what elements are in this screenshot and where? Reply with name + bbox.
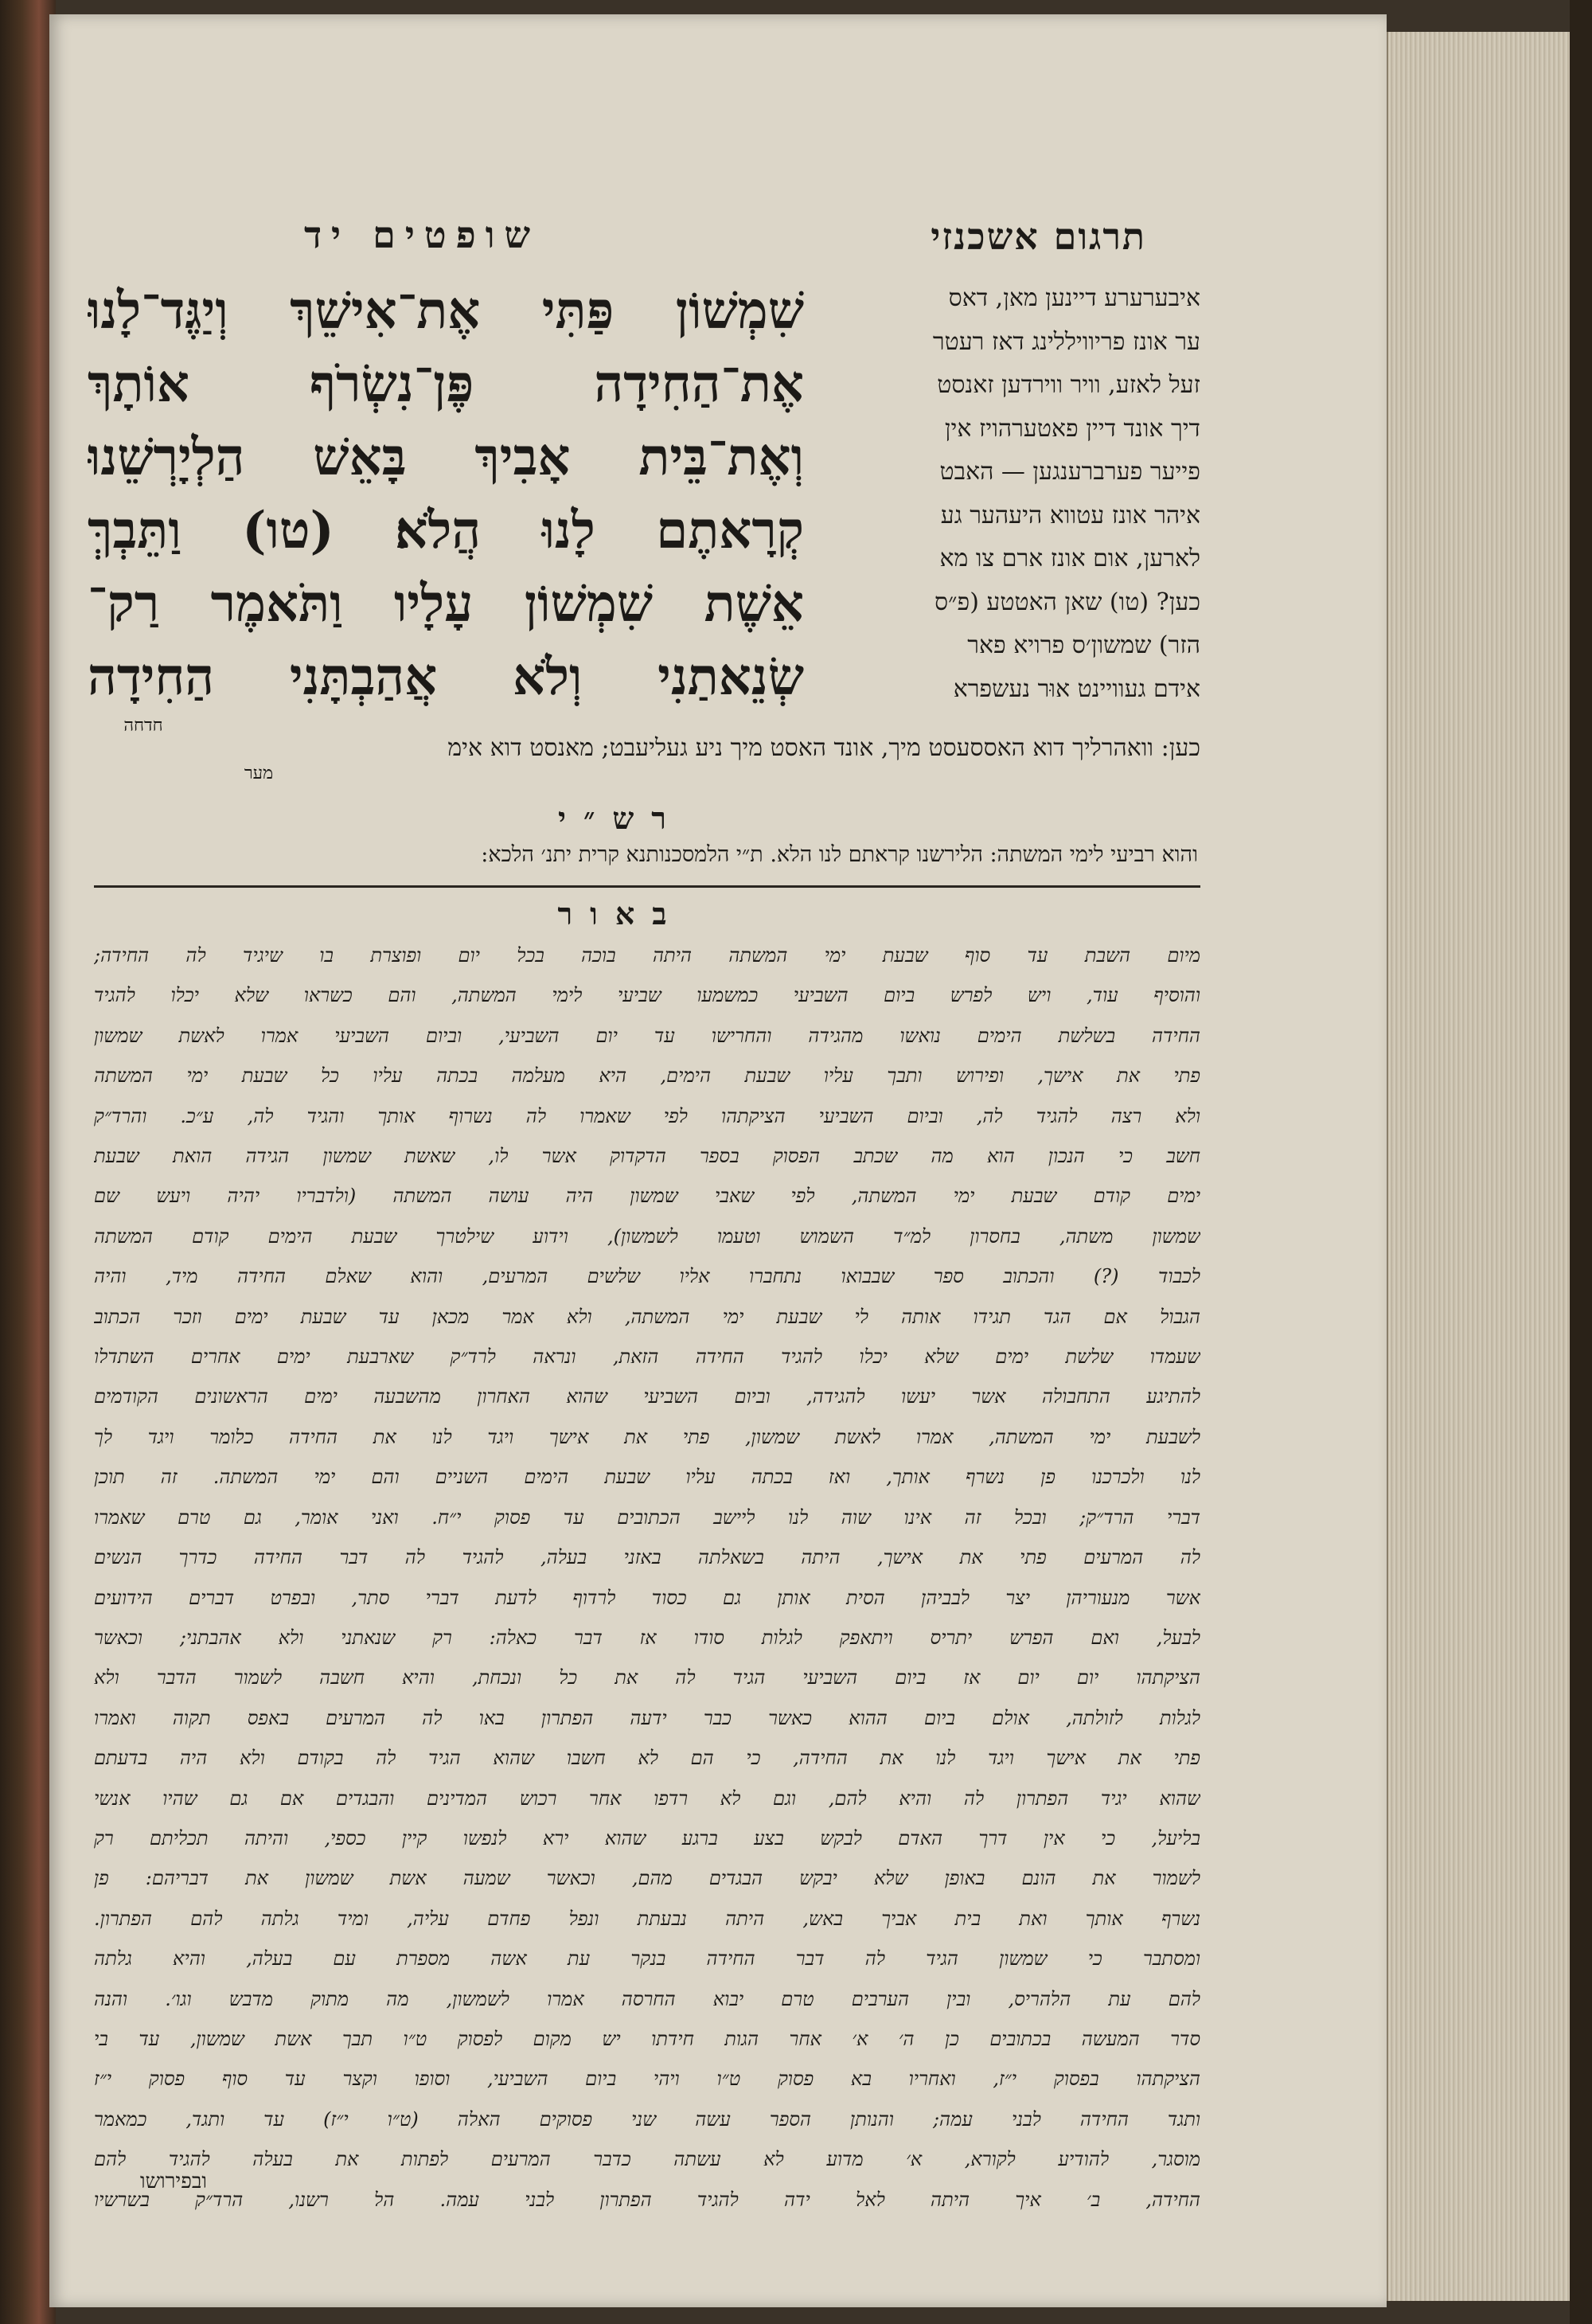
targum-line: זעל לאזע, וויר ווירדען זאנסט	[937, 371, 1200, 399]
targum-line: אידם געוויינט אוּר נעשפרא	[953, 674, 1200, 703]
biur-line: החידה, ב׳ איך היתה לאל ידה להגיד הפתרון לבני עמה. הל רשנו, הרד״ק בשרשיו	[94, 2188, 1200, 2211]
biur-heading: באור	[557, 896, 685, 932]
biur-line: מיום השבת עד סוף שבעת ימי המשתה היתה בוכה בכל יום ופוצרת בו שיגיד לה החידה;	[94, 944, 1200, 967]
biur-line: בליעל, כי אין דרך האדם לבקש בצע ברגע שהוא ירא לנפשו קיין כספי, והיתה תכליתם רק	[94, 1826, 1200, 1849]
header-targum-label: תרגום אשכנזי	[931, 215, 1146, 258]
targum-column	[802, 277, 1200, 711]
targum-continuation-line: כען: וואהרליך דוא האססעסט מיך, אונד האסט מיך ניע געליעבט; מאנסט דוא אימ	[447, 734, 1200, 762]
biur-line: ולא רצה להגיד לה, וביום השביעי הציקתהו לפי שאמרו לה נשרוף אותך והגיד לה, ע״כ. והרד״ק	[94, 1104, 1200, 1127]
catchword: מער	[244, 764, 274, 783]
biur-line: מוסגר, להודיע לקורא, א׳ מדוע לא עשתה כדבר המרעים לפתות את בעלה להגיד להם	[94, 2148, 1200, 2171]
biur-line: להתיגע התחבולה אשר יעשו להגידה, וביום השביעי שהוא האחרון מהשבעה ימים הראשונים הקודמים	[94, 1385, 1200, 1408]
book-spine-right	[1570, 0, 1592, 2324]
biur-line: פתי את אישך ויגד לנו את החידה, כי הם לא חשבו שהוא הגיד לה בקודם ולא היה בדעתם	[94, 1747, 1200, 1770]
scripture-line: שְׂנֵאתַנִי וְלֹא אֲהַבְתָּנִי הַחִידָה	[88, 647, 804, 707]
targum-line: פייער פערברענגען — האבט	[939, 458, 1200, 486]
section-divider	[94, 885, 1200, 888]
biur-line: לה המרעים פתי את אישך, היתה בשאלתה באזני בעלה, להגיד לה דבר החידה כדרך הנשים	[94, 1546, 1200, 1569]
scripture-line: אֶת־הַחִידָה פֶּן־נִשְׂרֹף אוֹתָךְ	[88, 354, 804, 414]
rashi-commentary: והוא רביעי לימי המשתה: הלירשנו קראתם לנו הלא. ת״י הלמסכנותנא קרית יתנ׳ הלכא:	[481, 842, 1198, 867]
biur-line: חשב כי הנכון הוא מה שכתב הפסוק בספר הדקדוק אשר לו, שאשת שמשון הגידה הואת שבעת	[94, 1145, 1200, 1168]
biur-line: לשבעת ימי המשתה, אמרו לאשת שמשון, פתי את אישך ויגד לנו את החידה כלומר ויגד לך	[94, 1425, 1200, 1448]
biur-line: ימים קודם שבעת ימי המשתה, לפי שאבי שמשון היה עושה המשתה (ולדבריו יהיה ויעש שם	[94, 1185, 1200, 1208]
biur-line: סדר המעשה בכתובים כן ה׳ א׳ אחר הגות חידתו יש מקום לפסוק ט״ו תבך אשת שמשון, עד בי	[94, 2027, 1200, 2050]
biur-line: לגלות לזולתה, אולם ביום ההוא כאשר כבר ידעה הפתרון באו לה המרעים באפס תקוה ואמרו	[94, 1706, 1200, 1729]
scripture-line: שִׁמְשׁוֹן פַּתִּי אֶת־אִישֵׁךְ וְיַגֶּד־לָנוּ	[88, 281, 804, 341]
biur-line: ומסתבר כי שמשון הגיד לה דבר החידה בנקר עת אשה מספרת עם בעלה, והיא גלתה	[94, 1947, 1200, 1971]
biur-line: החידה בשלשת הימים נואשו מהגידה והחרישו עד יום השביעי, וביום השביעי אמרו לאשת שמשון	[94, 1024, 1200, 1047]
page-catchword: ובפירושו	[139, 2170, 208, 2193]
biur-line: לשמור את הונם באופן שלא יבקש הבגדים מהם, וכאשר שמעה אשת שמשון את דבריהם: פן	[94, 1867, 1200, 1890]
biur-line: להם עת הלהריס, ובין הערבים טרם יבוא החרסה אמרו לשמשון, מה מתוק מדבש וגו׳. והנה	[94, 1987, 1200, 2010]
scripture-line: קְרָאתֶם לָנוּ הֲלֹא׃ (טו) וַתֵּבְךְּ	[88, 501, 804, 560]
catchword: חדחה	[123, 716, 163, 736]
biur-line: פתי את אישך, ופירוש ותבך עליו שבעת הימים, היא מעלמה בכתה עליו כל שבעת ימי המשתה	[94, 1064, 1200, 1088]
biur-line: הציקתהו בפסוק י״ז, ואחריו בא פסוק ט״ו ויהי ביום השביעי, וסופו וקצר עד סוף פסוק י״ז	[94, 2068, 1200, 2091]
biur-line: לכבוד (?) והכתוב ספר שבבואו נתחברו אליו שלשים המרעים, והוא שאלם החידה מיד, והיה	[94, 1265, 1200, 1288]
biur-line: הגבול אם הגד תגידו אותה לי שבעת ימי המשתה, ולא אמר מכאן עד שבעת ימים וזכר הכתוב	[94, 1305, 1200, 1328]
biur-line: ותגד החידה לבני עמה; והנותן הספר עשה שני פסוקים האלה (ט״ו י״ז) עד ותגד, כמאמר	[94, 2107, 1200, 2131]
targum-line: דיך אונד דיין פאטערהויז אין	[944, 414, 1200, 443]
scripture-line: וְאֶת־בֵּית אָבִיךְ בָּאֵשׁ הַלְיָרְשֵׁנוּ	[88, 428, 804, 487]
biur-commentary	[94, 935, 1200, 2220]
scripture-line: אֵשֶׁת שִׁמְשׁוֹן עָלָיו וַתֹּאמֶר רַק־	[88, 574, 804, 634]
targum-line: כען? (טו) שאן האטטע (פ״ס	[935, 588, 1200, 616]
biur-line: נשרף אותך ואת בית אביך באש, היתה נבעתת ונפל פחדם עליה, ומיד גלתה להם הפתרון.	[94, 1907, 1200, 1930]
targum-line: איבערערע דיינען מאן, דאס	[948, 284, 1200, 312]
targum-line: לארען, אום אונז ארם צו מא	[939, 545, 1200, 572]
rashi-heading: רש״י	[558, 800, 684, 836]
book-binding-left	[0, 0, 56, 2324]
targum-line: ער אונז פריוויללינג דאז רעטר	[932, 327, 1200, 356]
biur-line: שעמדו שלשת ימים שלא יכלו להגיד החידה הזאת, ונראה לרד״ק שארבעת ימים אחרים השתדלו	[94, 1346, 1200, 1369]
targum-line: איהר אונז עטווא היעהער גע	[940, 501, 1200, 529]
biur-line: לנו ולכרכנו פן נשרף אותך, ואז בכתה עליו שבעת הימים השניים והם ימי המשתה. זה תוכן	[94, 1466, 1200, 1489]
biur-line: והוסיף עוד, ויש לפרש ביום השביעי כמשמעו שביעי לימי המשתה, והם כשראו שלא יכלו להגיד	[94, 984, 1200, 1007]
targum-line: הזר) שמשון׳ס פרויא פאר	[967, 631, 1200, 659]
scripture-text	[88, 275, 804, 714]
page-edges	[1387, 32, 1571, 2301]
biur-line: לבעל, ואם הפרש יתריס ויתאפק לגלות סודו אז דבר כאלה: רק שנאתני ולא אהבתני; וכאשר	[94, 1626, 1200, 1649]
biur-line: דברי הרד״ק; ובכל זה אינו שוה לנו ליישב הכתובים עד פסוק י״ח. ואני אומר, גם טרם שאמרו	[94, 1506, 1200, 1529]
biur-line: אשר מנעוריהן יצר לבביהן הסית אותן גם כסוד לרדוף לדעת דברי סתר, ובפרט דברים הידועים	[94, 1586, 1200, 1609]
biur-line: שמשון משתה, בחסרון למ״ד השמוש וטעמו לשמשון), וידוע שילטרך שבעת הימים קודם המשתה	[94, 1224, 1200, 1248]
biur-line: הציקתהו יום יום אז ביום השביעי הגיד לה את כל ונכחת, והיא חשבה לשמור הדבר ולא	[94, 1666, 1200, 1689]
biur-line: שהוא יגיד הפתרון לה והיא להם, וגם לא רדפו אחר רכוש המדינים והבגדים אם גם שהיו אנשי	[94, 1787, 1200, 1810]
header-book-chapter: שופטים יד	[303, 213, 540, 256]
